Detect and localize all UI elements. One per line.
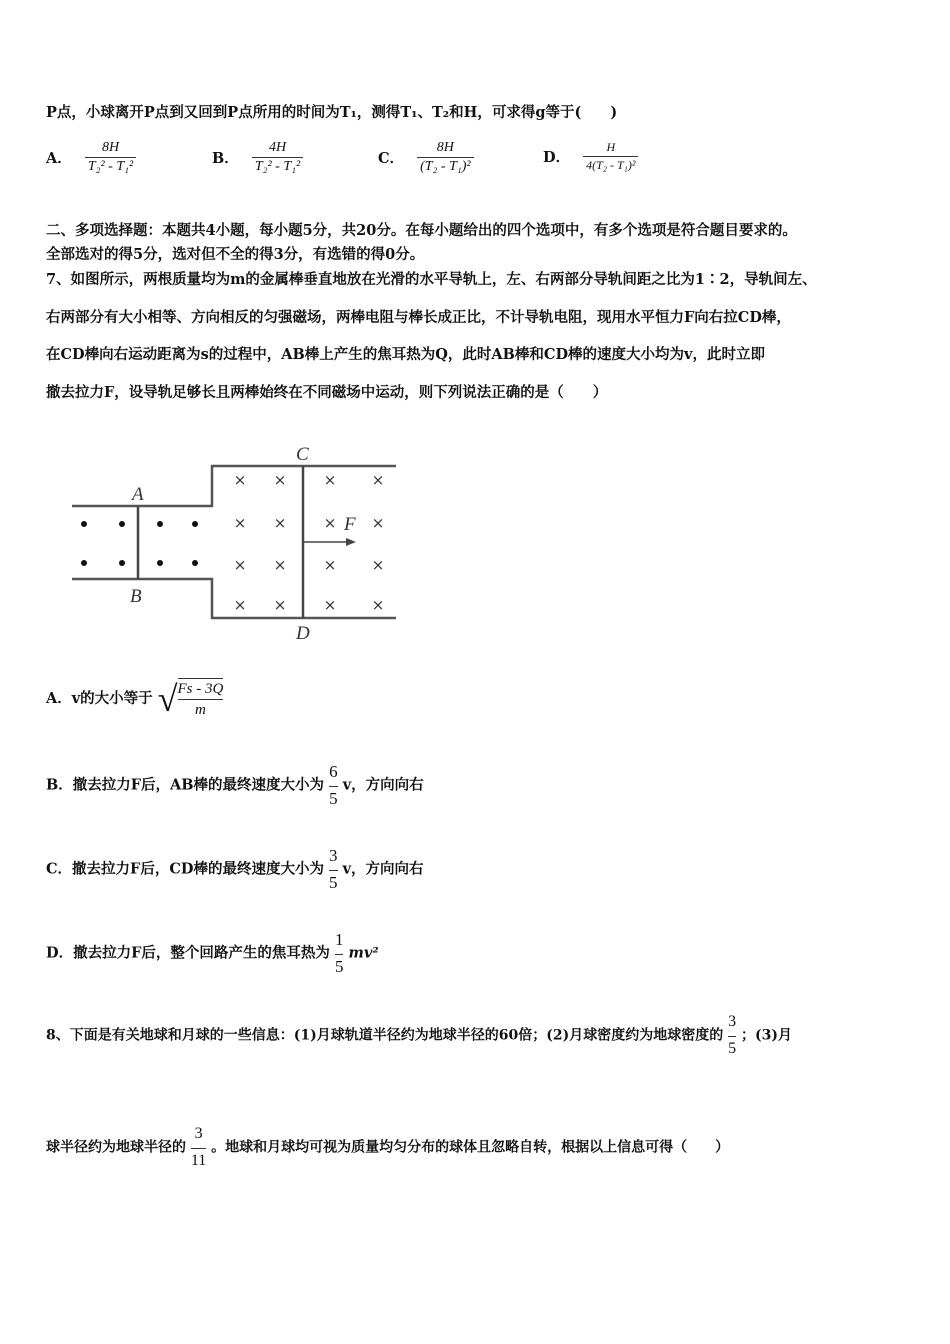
q7-option-a[interactable] <box>46 678 223 720</box>
section-instructions: 全部选对的得5分，选对但不全的得3分，有选错的得0分。 <box>46 246 425 263</box>
q6-option-a[interactable] <box>46 140 136 175</box>
radical-sign: √ <box>157 679 178 719</box>
q8-text-line-1 <box>46 1012 792 1059</box>
option-fraction <box>252 140 303 175</box>
label-a: A <box>132 484 144 505</box>
q8-fraction-2 <box>191 1124 206 1171</box>
fraction-denominator: 11 <box>191 1148 206 1171</box>
field-out-dots <box>81 521 198 566</box>
svg-text:×: × <box>323 556 337 574</box>
option-text-tail: v，方向向右 <box>342 860 424 878</box>
svg-text:×: × <box>323 514 337 532</box>
fraction-numerator: 6 <box>329 762 338 781</box>
fraction-denominator: m <box>178 699 224 720</box>
q8-text-segment: 8、下面是有关地球和月球的一些信息：(1)月球轨道半径约为地球半径的60倍；(2)月球密度约为地球密度的 <box>46 1027 724 1044</box>
option-fraction <box>417 140 474 175</box>
fraction-numerator: 3 <box>329 846 338 865</box>
q7-text-line-1: 7、如图所示，两根质量均为m的金属棒垂直地放在光滑的水平导轨上，左、右两部分导轨间距之比为1∶2，导轨间左、 <box>46 271 817 288</box>
svg-text:×: × <box>371 471 385 489</box>
q6-text: P点，小球离开P点到又回到P点所用的时间为T₁，测得T₁、T₂和H，可求得g等于( ) <box>46 104 618 121</box>
sqrt-radicand <box>178 678 224 720</box>
q7-text-line-2: 右两部分有大小相等、方向相反的匀强磁场，两棒电阻与棒长成正比，不计导轨电阻，现用水平恒力F向右拉CD棒， <box>46 309 791 326</box>
option-fraction <box>583 140 638 173</box>
option-label: D． <box>543 149 571 166</box>
q7-text-line-3: 在CD棒向右运动距离为s的过程中，AB棒上产生的焦耳热为Q，此时AB棒和CD棒的速度大小均为v，此时立即 <box>46 346 765 363</box>
option-text: D．撤去拉力F后，整个回路产生的焦耳热为 <box>46 944 330 962</box>
fraction-numerator: H <box>606 140 616 154</box>
fraction-numerator: 8H <box>101 140 120 155</box>
section-heading: 二、多项选择题：本题共4小题，每小题5分，共20分。在每小题给出的四个选项中，有多个选项是符合题目要求的。 <box>46 222 797 239</box>
svg-text:×: × <box>323 471 337 489</box>
option-text: B．撤去拉力F后，AB棒的最终速度大小为 <box>46 776 325 794</box>
svg-text:×: × <box>233 556 247 574</box>
label-b: B <box>130 586 142 607</box>
q7-option-d[interactable] <box>46 930 379 977</box>
fraction-denominator: T₂² - T₁² <box>252 157 303 175</box>
label-f: F <box>344 514 356 535</box>
fraction-numerator: 1 <box>334 930 344 949</box>
svg-text:×: × <box>371 514 385 532</box>
force-arrow <box>303 538 356 546</box>
q8-fraction-1 <box>728 1012 736 1059</box>
fraction-denominator: 5 <box>335 954 344 977</box>
option-text: A．v的大小等于 <box>46 690 153 707</box>
svg-text:×: × <box>233 514 247 532</box>
q7-text-line-4: 撤去拉力F，设导轨足够长且两棒始终在不同磁场中运动，则下列说法正确的是（ ） <box>46 384 608 401</box>
q6-option-d[interactable] <box>543 140 638 173</box>
svg-text:×: × <box>323 596 337 614</box>
option-label: B． <box>212 150 239 167</box>
fraction-denominator: 5 <box>329 870 338 893</box>
fraction-denominator: 5 <box>329 786 338 809</box>
svg-text:×: × <box>233 596 247 614</box>
q8-text-line-2 <box>46 1124 729 1171</box>
q8-text-segment: 。地球和月球均可视为质量均匀分布的球体且忽略自转，根据以上信息可得（ ） <box>211 1139 730 1156</box>
fraction-numerator: Fs - 3Q <box>177 681 224 697</box>
q7-option-c[interactable] <box>46 846 424 893</box>
option-text: C．撤去拉力F后，CD棒的最终速度大小为 <box>46 860 324 878</box>
q7-option-b[interactable] <box>46 762 424 809</box>
q6-option-b[interactable] <box>212 140 303 175</box>
option-fraction <box>85 140 136 175</box>
svg-text:×: × <box>371 556 385 574</box>
svg-text:×: × <box>273 471 287 489</box>
fraction-numerator: 3 <box>728 1013 737 1030</box>
option-text-tail: mv² <box>348 944 379 962</box>
fraction-numerator: 3 <box>194 1125 203 1142</box>
fraction-denominator: T₂² - T₁² <box>85 157 136 175</box>
q8-text-segment: ；(3)月 <box>740 1027 792 1044</box>
svg-text:×: × <box>371 596 385 614</box>
option-fraction <box>335 930 344 977</box>
svg-text:×: × <box>233 471 247 489</box>
svg-text:×: × <box>273 556 287 574</box>
q8-text-segment: 球半径约为地球半径的 <box>46 1139 186 1156</box>
svg-text:×: × <box>273 596 287 614</box>
fraction-numerator: 4H <box>268 140 287 155</box>
option-fraction <box>329 846 338 893</box>
label-d: D <box>296 623 310 644</box>
option-text-tail: v，方向向右 <box>342 776 424 794</box>
svg-text:×: × <box>273 514 287 532</box>
fraction-denominator: 4(T₂ - T₁)² <box>583 156 638 173</box>
option-label: A． <box>46 150 72 167</box>
option-fraction <box>329 762 338 809</box>
q6-option-c[interactable] <box>378 140 474 175</box>
option-label: C． <box>378 150 405 167</box>
label-c: C <box>296 444 309 465</box>
sqrt-expression <box>158 678 224 720</box>
fraction-numerator: 8H <box>436 140 454 155</box>
fraction-denominator: 5 <box>728 1036 736 1059</box>
fraction-denominator: (T₂ - T₁)² <box>417 157 474 175</box>
rail-magnetic-field-figure <box>60 440 410 645</box>
